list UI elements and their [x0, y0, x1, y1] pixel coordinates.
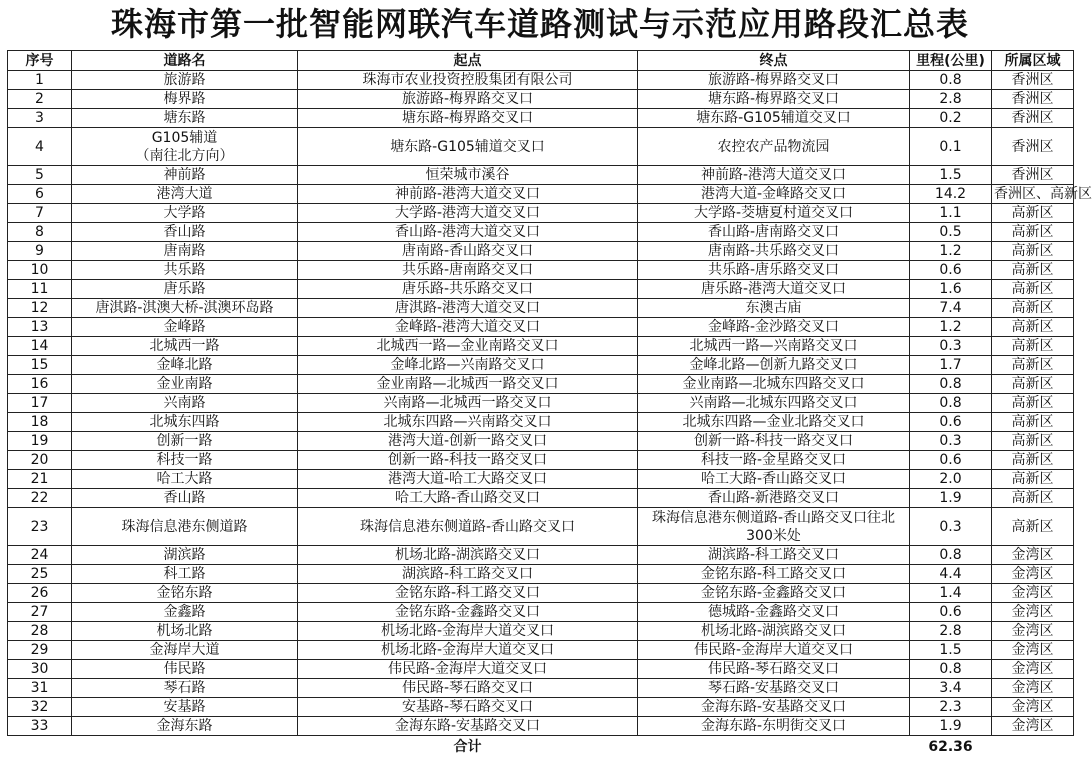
- cell-district: 金湾区: [992, 546, 1074, 565]
- cell-district: 金湾区: [992, 660, 1074, 679]
- cell-district: 高新区: [992, 394, 1074, 413]
- cell-index: 5: [8, 166, 72, 185]
- cell-road: 科工路: [72, 565, 298, 584]
- cell-index: 20: [8, 451, 72, 470]
- cell-start: 兴南路—北城西一路交叉口: [298, 394, 638, 413]
- cell-district: 高新区: [992, 337, 1074, 356]
- cell-start: 安基路-琴石路交叉口: [298, 698, 638, 717]
- table-row: [8, 470, 1074, 489]
- cell-index: 11: [8, 280, 72, 299]
- total-row: [8, 736, 1074, 759]
- cell-distance: 1.5: [910, 166, 992, 185]
- cell-district: 高新区: [992, 432, 1074, 451]
- cell-district: 金湾区: [992, 679, 1074, 698]
- cell-end: 大学路-茭塘夏村道交叉口: [638, 204, 910, 223]
- cell-district: 高新区: [992, 508, 1074, 546]
- cell-index: 21: [8, 470, 72, 489]
- cell-index: 32: [8, 698, 72, 717]
- table-row: [8, 508, 1074, 546]
- cell-end: 神前路-港湾大道交叉口: [638, 166, 910, 185]
- cell-end: 金业南路—北城东四路交叉口: [638, 375, 910, 394]
- cell-distance: 1.9: [910, 717, 992, 736]
- cell-start: 唐南路-香山路交叉口: [298, 242, 638, 261]
- cell-index: 27: [8, 603, 72, 622]
- cell-start: 香山路-港湾大道交叉口: [298, 223, 638, 242]
- cell-district: 高新区: [992, 451, 1074, 470]
- cell-distance: 1.5: [910, 641, 992, 660]
- cell-start: 塘东路-G105辅道交叉口: [298, 128, 638, 166]
- cell-road: 北城东四路: [72, 413, 298, 432]
- cell-end: 北城东四路—金业北路交叉口: [638, 413, 910, 432]
- cell-distance: 0.8: [910, 660, 992, 679]
- cell-end: 金铭东路-科工路交叉口: [638, 565, 910, 584]
- cell-index: 17: [8, 394, 72, 413]
- cell-index: 28: [8, 622, 72, 641]
- cell-road: 金铭东路: [72, 584, 298, 603]
- table-row: [8, 90, 1074, 109]
- cell-distance: 0.8: [910, 394, 992, 413]
- cell-start: 北城西一路—金业南路交叉口: [298, 337, 638, 356]
- cell-distance: 14.2: [910, 185, 992, 204]
- cell-index: 24: [8, 546, 72, 565]
- cell-start: 神前路-港湾大道交叉口: [298, 185, 638, 204]
- cell-district: 金湾区: [992, 698, 1074, 717]
- cell-start: 大学路-港湾大道交叉口: [298, 204, 638, 223]
- cell-start: 伟民路-金海岸大道交叉口: [298, 660, 638, 679]
- cell-end: 香山路-新港路交叉口: [638, 489, 910, 508]
- cell-distance: 0.6: [910, 603, 992, 622]
- cell-start: 金业南路—北城西一路交叉口: [298, 375, 638, 394]
- cell-district: 高新区: [992, 470, 1074, 489]
- table-row: [8, 280, 1074, 299]
- cell-road: 科技一路: [72, 451, 298, 470]
- cell-index: 29: [8, 641, 72, 660]
- cell-distance: 0.3: [910, 508, 992, 546]
- table-row: [8, 375, 1074, 394]
- cell-distance: 2.8: [910, 622, 992, 641]
- cell-district: 高新区: [992, 299, 1074, 318]
- cell-district: 金湾区: [992, 622, 1074, 641]
- cell-district: 香洲区: [992, 128, 1074, 166]
- header-end: 终点: [638, 51, 910, 71]
- cell-start: 金峰路-港湾大道交叉口: [298, 318, 638, 337]
- cell-distance: 1.6: [910, 280, 992, 299]
- cell-distance: 0.6: [910, 261, 992, 280]
- cell-end: 金铭东路-金鑫路交叉口: [638, 584, 910, 603]
- cell-start: 共乐路-唐南路交叉口: [298, 261, 638, 280]
- cell-end: 金峰北路—创新九路交叉口: [638, 356, 910, 375]
- cell-end: 湖滨路-科工路交叉口: [638, 546, 910, 565]
- table-row: [8, 71, 1074, 90]
- cell-district: 高新区: [992, 242, 1074, 261]
- table-row: [8, 299, 1074, 318]
- cell-district: 高新区: [992, 489, 1074, 508]
- cell-district: 香洲区: [992, 109, 1074, 128]
- header-district: 所属区域: [992, 51, 1074, 71]
- cell-start: 北城东四路—兴南路交叉口: [298, 413, 638, 432]
- cell-start: 机场北路-金海岸大道交叉口: [298, 622, 638, 641]
- cell-end: 金海东路-东明街交叉口: [638, 717, 910, 736]
- cell-distance: 0.1: [910, 128, 992, 166]
- table-row: [8, 394, 1074, 413]
- cell-index: 19: [8, 432, 72, 451]
- cell-index: 15: [8, 356, 72, 375]
- cell-district: 金湾区: [992, 603, 1074, 622]
- table-row: [8, 432, 1074, 451]
- cell-end: 旅游路-梅界路交叉口: [638, 71, 910, 90]
- cell-road: G105辅道 （南往北方向）: [72, 128, 298, 166]
- cell-district: 香洲区: [992, 166, 1074, 185]
- cell-index: 26: [8, 584, 72, 603]
- cell-distance: 1.7: [910, 356, 992, 375]
- cell-road: 哈工大路: [72, 470, 298, 489]
- table-row: [8, 717, 1074, 736]
- table-row: [8, 698, 1074, 717]
- cell-end: 琴石路-安基路交叉口: [638, 679, 910, 698]
- cell-road: 金峰北路: [72, 356, 298, 375]
- cell-start: 哈工大路-香山路交叉口: [298, 489, 638, 508]
- cell-district: 金湾区: [992, 565, 1074, 584]
- cell-start: 港湾大道-创新一路交叉口: [298, 432, 638, 451]
- cell-road: 唐淇路-淇澳大桥-淇澳环岛路: [72, 299, 298, 318]
- table-row: [8, 679, 1074, 698]
- cell-distance: 1.9: [910, 489, 992, 508]
- cell-distance: 0.6: [910, 451, 992, 470]
- cell-end: 金峰路-金沙路交叉口: [638, 318, 910, 337]
- cell-end: 唐乐路-港湾大道交叉口: [638, 280, 910, 299]
- cell-distance: 1.2: [910, 242, 992, 261]
- cell-district: 金湾区: [992, 717, 1074, 736]
- table-row: [8, 584, 1074, 603]
- cell-road: 金峰路: [72, 318, 298, 337]
- cell-distance: 4.4: [910, 565, 992, 584]
- cell-distance: 0.5: [910, 223, 992, 242]
- cell-distance: 7.4: [910, 299, 992, 318]
- table-row: [8, 109, 1074, 128]
- cell-start: 港湾大道-哈工大路交叉口: [298, 470, 638, 489]
- table-row: [8, 204, 1074, 223]
- table-row: [8, 489, 1074, 508]
- cell-road: 梅界路: [72, 90, 298, 109]
- table-row: [8, 451, 1074, 470]
- cell-road: 安基路: [72, 698, 298, 717]
- cell-start: 创新一路-科技一路交叉口: [298, 451, 638, 470]
- cell-end: 北城西一路—兴南路交叉口: [638, 337, 910, 356]
- cell-distance: 0.3: [910, 432, 992, 451]
- cell-road: 金业南路: [72, 375, 298, 394]
- cell-index: 23: [8, 508, 72, 546]
- header-road: 道路名: [72, 51, 298, 71]
- cell-district: 高新区: [992, 318, 1074, 337]
- cell-road: 神前路: [72, 166, 298, 185]
- cell-road: 香山路: [72, 223, 298, 242]
- cell-end: 哈工大路-香山路交叉口: [638, 470, 910, 489]
- cell-index: 8: [8, 223, 72, 242]
- cell-end: 德城路-金鑫路交叉口: [638, 603, 910, 622]
- cell-distance: 0.2: [910, 109, 992, 128]
- cell-district: 高新区: [992, 204, 1074, 223]
- road-table: [7, 50, 1092, 758]
- cell-road: 旅游路: [72, 71, 298, 90]
- cell-index: 6: [8, 185, 72, 204]
- cell-distance: 0.8: [910, 71, 992, 90]
- cell-distance: 3.4: [910, 679, 992, 698]
- table-row: [8, 356, 1074, 375]
- cell-start: 唐淇路-港湾大道交叉口: [298, 299, 638, 318]
- cell-road: 金海东路: [72, 717, 298, 736]
- table-row: [8, 413, 1074, 432]
- cell-index: 9: [8, 242, 72, 261]
- cell-road: 香山路: [72, 489, 298, 508]
- cell-index: 30: [8, 660, 72, 679]
- cell-end: 塘东路-G105辅道交叉口: [638, 109, 910, 128]
- cell-start: 珠海市农业投资控股集团有限公司: [298, 71, 638, 90]
- cell-road: 共乐路: [72, 261, 298, 280]
- cell-end: 塘东路-梅界路交叉口: [638, 90, 910, 109]
- header-start: 起点: [298, 51, 638, 71]
- cell-distance: 1.1: [910, 204, 992, 223]
- table-row: [8, 337, 1074, 356]
- cell-road: 湖滨路: [72, 546, 298, 565]
- cell-distance: 0.8: [910, 375, 992, 394]
- cell-end: 珠海信息港东侧道路-香山路交叉口往北300米处: [638, 508, 910, 546]
- cell-road: 北城西一路: [72, 337, 298, 356]
- table-row: [8, 242, 1074, 261]
- header-row: [8, 51, 1074, 71]
- cell-road: 琴石路: [72, 679, 298, 698]
- cell-index: 1: [8, 71, 72, 90]
- cell-index: 10: [8, 261, 72, 280]
- cell-road: 塘东路: [72, 109, 298, 128]
- cell-start: 金铭东路-金鑫路交叉口: [298, 603, 638, 622]
- cell-district: 高新区: [992, 261, 1074, 280]
- cell-distance: 0.3: [910, 337, 992, 356]
- header-index: 序号: [8, 51, 72, 71]
- cell-district: 香洲区、高新区: [992, 185, 1074, 204]
- cell-end: 伟民路-金海岸大道交叉口: [638, 641, 910, 660]
- cell-end: 创新一路-科技一路交叉口: [638, 432, 910, 451]
- table-row: [8, 185, 1074, 204]
- cell-district: 金湾区: [992, 584, 1074, 603]
- cell-index: 31: [8, 679, 72, 698]
- cell-road: 唐南路: [72, 242, 298, 261]
- cell-end: 港湾大道-金峰路交叉口: [638, 185, 910, 204]
- cell-index: 7: [8, 204, 72, 223]
- cell-end: 共乐路-唐乐路交叉口: [638, 261, 910, 280]
- cell-district: 高新区: [992, 356, 1074, 375]
- cell-index: 18: [8, 413, 72, 432]
- cell-district: 香洲区: [992, 90, 1074, 109]
- total-value: 62.36: [928, 739, 973, 755]
- cell-start: 机场北路-金海岸大道交叉口: [298, 641, 638, 660]
- cell-index: 4: [8, 128, 72, 166]
- cell-start: 伟民路-琴石路交叉口: [298, 679, 638, 698]
- cell-end: 东澳古庙: [638, 299, 910, 318]
- cell-index: 14: [8, 337, 72, 356]
- cell-road: 创新一路: [72, 432, 298, 451]
- cell-district: 高新区: [992, 223, 1074, 242]
- cell-start: 恒荣城市溪谷: [298, 166, 638, 185]
- cell-index: 12: [8, 299, 72, 318]
- table-row: [8, 622, 1074, 641]
- cell-index: 3: [8, 109, 72, 128]
- cell-road: 金鑫路: [72, 603, 298, 622]
- cell-end: 香山路-唐南路交叉口: [638, 223, 910, 242]
- cell-road: 珠海信息港东侧道路: [72, 508, 298, 546]
- cell-district: 香洲区: [992, 71, 1074, 90]
- cell-start: 珠海信息港东侧道路-香山路交叉口: [298, 508, 638, 546]
- table-row: [8, 660, 1074, 679]
- cell-road: 大学路: [72, 204, 298, 223]
- cell-distance: 2.8: [910, 90, 992, 109]
- cell-district: 高新区: [992, 375, 1074, 394]
- cell-index: 33: [8, 717, 72, 736]
- cell-road: 金海岸大道: [72, 641, 298, 660]
- total-label: 合计: [453, 739, 482, 755]
- table-row: [8, 641, 1074, 660]
- table-row: [8, 261, 1074, 280]
- table-row: [8, 128, 1074, 166]
- cell-index: 16: [8, 375, 72, 394]
- cell-start: 金峰北路—兴南路交叉口: [298, 356, 638, 375]
- cell-end: 唐南路-共乐路交叉口: [638, 242, 910, 261]
- cell-distance: 1.4: [910, 584, 992, 603]
- cell-end: 伟民路-琴石路交叉口: [638, 660, 910, 679]
- cell-distance: 2.3: [910, 698, 992, 717]
- table-row: [8, 318, 1074, 337]
- cell-district: 高新区: [992, 280, 1074, 299]
- cell-start: 唐乐路-共乐路交叉口: [298, 280, 638, 299]
- cell-end: 农控农产品物流园: [638, 128, 910, 166]
- page-title: 珠海市第一批智能网联汽车道路测试与示范应用路段汇总表: [110, 5, 969, 43]
- cell-start: 湖滨路-科工路交叉口: [298, 565, 638, 584]
- cell-end: 兴南路—北城东四路交叉口: [638, 394, 910, 413]
- cell-start: 机场北路-湖滨路交叉口: [298, 546, 638, 565]
- cell-road: 港湾大道: [72, 185, 298, 204]
- cell-road: 伟民路: [72, 660, 298, 679]
- table-row: [8, 223, 1074, 242]
- cell-distance: 2.0: [910, 470, 992, 489]
- table-row: [8, 166, 1074, 185]
- table-row: [8, 565, 1074, 584]
- header-distance: 里程(公里): [910, 51, 992, 71]
- cell-index: 2: [8, 90, 72, 109]
- cell-road: 兴南路: [72, 394, 298, 413]
- cell-start: 金铭东路-科工路交叉口: [298, 584, 638, 603]
- cell-end: 金海东路-安基路交叉口: [638, 698, 910, 717]
- cell-district: 金湾区: [992, 641, 1074, 660]
- cell-road: 机场北路: [72, 622, 298, 641]
- cell-start: 金海东路-安基路交叉口: [298, 717, 638, 736]
- cell-end: 机场北路-湖滨路交叉口: [638, 622, 910, 641]
- cell-end: 科技一路-金星路交叉口: [638, 451, 910, 470]
- cell-start: 塘东路-梅界路交叉口: [298, 109, 638, 128]
- cell-index: 22: [8, 489, 72, 508]
- table-row: [8, 603, 1074, 622]
- cell-distance: 1.2: [910, 318, 992, 337]
- cell-index: 13: [8, 318, 72, 337]
- cell-district: 高新区: [992, 413, 1074, 432]
- cell-distance: 0.8: [910, 546, 992, 565]
- cell-road: 唐乐路: [72, 280, 298, 299]
- cell-start: 旅游路-梅界路交叉口: [298, 90, 638, 109]
- cell-index: 25: [8, 565, 72, 584]
- table-row: [8, 546, 1074, 565]
- cell-distance: 0.6: [910, 413, 992, 432]
